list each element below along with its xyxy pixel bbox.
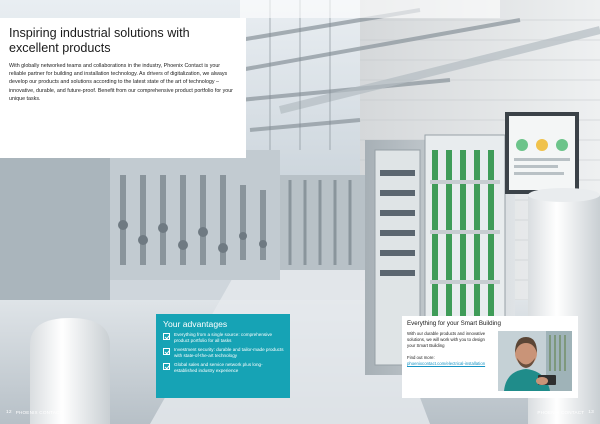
page-number-left: 12 [6,409,12,415]
brand-left: PHOENIX CONTACT [15,409,63,415]
list-item [163,362,284,374]
find-out-more-label: Find out more: [407,355,435,360]
checkbox-icon [163,333,170,340]
page-number-right: 13 [588,409,594,415]
advantage-text: Global sales and service network plus long-established industry experience [174,362,263,373]
page-title: Inspiring industrial solutions with excellent products [9,26,190,55]
footer-right [537,407,594,417]
checkbox-icon [163,363,170,370]
smart-building-card [402,316,578,398]
list-item [163,347,284,359]
intro-card [0,18,246,158]
advantages-title: Your advantages [163,319,228,329]
intro-paragraph: With globally networked teams and collaborations in the industry, Phoenix Contact is your reliable partner for building and installation technology. As drivers of digitalization, we always develop our products and solutions according to the latest state of the art of technology – innovative, durable, and future-proof. Benefit from our comprehensive product portfolio for your unique tasks. [9,63,233,102]
footer-left [6,407,63,417]
technician-photo [498,331,572,391]
advantage-text: Everything from a single source: comprehensive product portfolio for all tasks [174,332,273,343]
advantage-text: Investment security: durable and tailor-made products with state-of-the-art technology [174,347,284,358]
smart-building-title: Everything for your Smart Building [407,320,501,327]
advantages-list [163,332,284,374]
list-item [163,332,284,344]
checkbox-icon [163,348,170,355]
smart-building-link[interactable]: phoenixcontact.com/electrical-installation [407,361,486,366]
brand-right: PHOENIX CONTACT [537,409,585,415]
smart-building-text: With our durable products and innovative solutions, we will work with you to design your Smart Building [407,331,486,348]
advantages-box [156,314,290,398]
